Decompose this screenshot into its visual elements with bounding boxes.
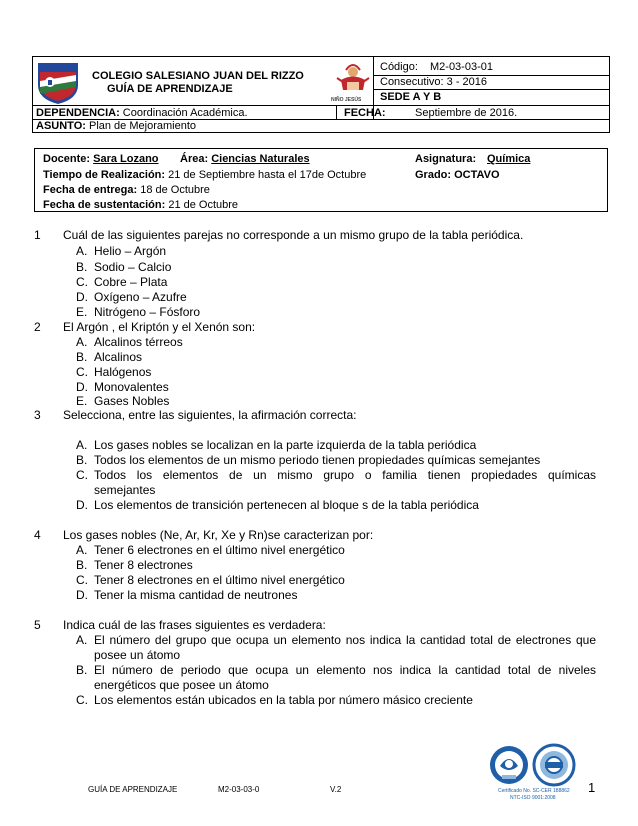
option-letter: E.	[76, 305, 88, 319]
iso-certification-seal-icon	[488, 744, 530, 786]
question-number: 3	[34, 408, 41, 422]
option-text: Monovalentes	[94, 380, 169, 394]
fecha-label: FECHA:	[344, 107, 386, 119]
option-letter: A.	[76, 543, 88, 557]
option-text: Sodio – Calcio	[94, 260, 172, 274]
grado-label: Grado:	[415, 169, 452, 181]
option-text-continued: semejantes	[94, 483, 156, 497]
docente-label: Docente:	[43, 153, 91, 165]
cert-number: Certificado No. SC-CER 188862	[498, 788, 570, 794]
option-text: Nitrógeno – Fósforo	[94, 305, 201, 319]
option-letter: C.	[76, 468, 88, 482]
dependencia-value: Coordinación Académica.	[122, 107, 248, 119]
question-text: Selecciona, entre las siguientes, la afirmación correcta:	[63, 408, 357, 422]
option-text: Cobre – Plata	[94, 275, 168, 289]
option-letter: A.	[76, 438, 88, 452]
dependencia-label: DEPENDENCIA:	[36, 107, 120, 119]
option-letter: D.	[76, 290, 88, 304]
option-text: Tener 8 electrones en el último nivel energético	[94, 573, 345, 587]
option-letter: C.	[76, 275, 88, 289]
docente-row	[43, 153, 159, 166]
footer-code: M2-03-03-0	[218, 785, 260, 794]
question-text: Cuál de las siguientes parejas no corresponde a un mismo grupo de la tabla periódica.	[63, 228, 524, 242]
question-number: 5	[34, 618, 41, 632]
grado-value: OCTAVO	[454, 169, 500, 181]
guide-title: GUÍA DE APRENDIZAJE	[107, 83, 233, 95]
nino-jesus-text: NIÑO JESÚS	[331, 97, 362, 103]
divider	[33, 105, 610, 106]
option-letter: D.	[76, 380, 88, 394]
sede: SEDE A Y B	[380, 91, 442, 103]
consecutivo: Consecutivo: 3 - 2016	[380, 76, 488, 88]
asunto-value: Plan de Mejoramiento	[88, 120, 196, 132]
option-text: Gases Nobles	[94, 394, 170, 408]
option-letter: B.	[76, 453, 88, 467]
option-letter: C.	[76, 573, 88, 587]
question-text: Los gases nobles (Ne, Ar, Kr, Xe y Rn)se caracterizan por:	[63, 528, 374, 542]
question-text: Indica cuál de las frases siguientes es verdadera:	[63, 618, 326, 632]
codigo-value: M2-03-03-01	[430, 61, 493, 73]
page-number: 1	[588, 780, 596, 795]
cert-standard: NTC-ISO 9001:2008	[510, 795, 556, 801]
option-letter: A.	[76, 633, 88, 647]
asignatura-value: Química	[487, 153, 531, 165]
option-text: Alcalinos térreos	[94, 335, 183, 349]
tiempo-value: 21 de Septiembre hasta el 17de Octubre	[168, 169, 367, 181]
option-letter: A.	[76, 244, 88, 258]
sustentacion-value: 21 de Octubre	[168, 199, 239, 211]
entrega-row	[43, 184, 210, 197]
asunto-row	[36, 120, 196, 133]
option-text: El número del grupo que ocupa un elemento nos indica la cantidad total de electrones que	[94, 633, 596, 647]
option-text: El número de periodo que ocupa un elemento nos indica la cantidad total de niveles	[94, 663, 596, 677]
option-letter: A.	[76, 335, 88, 349]
school-shield-logo	[36, 61, 80, 105]
option-text: Los elementos están ubicados en la tabla por número másico creciente	[94, 693, 473, 707]
option-letter: D.	[76, 588, 88, 602]
option-text: Helio – Argón	[94, 244, 167, 258]
option-text: Tener la misma cantidad de neutrones	[94, 588, 298, 602]
option-text-continued: energéticos que posee un átomo	[94, 678, 269, 692]
dependencia-row	[36, 107, 248, 120]
sustentacion-row	[43, 199, 238, 212]
tiempo-label: Tiempo de Realización:	[43, 169, 166, 181]
option-letter: C.	[76, 365, 88, 379]
option-text: Tener 6 electrones en el último nivel energético	[94, 543, 345, 557]
footer-guide: GUÍA DE APRENDIZAJE	[88, 785, 178, 794]
question-number: 4	[34, 528, 41, 542]
option-letter: B.	[76, 663, 88, 677]
option-text: Alcalinos	[94, 350, 143, 364]
option-letter: B.	[76, 350, 88, 364]
entrega-label: Fecha de entrega:	[43, 184, 138, 196]
grado-row	[415, 169, 500, 182]
footer-version: V.2	[330, 785, 342, 794]
option-letter: B.	[76, 558, 88, 572]
option-text: Todos los elementos de un mismo periodo tienen propiedades químicas semejantes	[94, 453, 541, 467]
question-number: 1	[34, 228, 41, 242]
option-letter: C.	[76, 693, 88, 707]
asignatura-label: Asignatura:	[415, 153, 477, 165]
area-value: Ciencias Naturales	[211, 153, 310, 165]
option-letter: D.	[76, 498, 88, 512]
option-text: Halógenos	[94, 365, 152, 379]
divider	[336, 105, 337, 119]
option-text: Todos los elementos de un mismo grupo o familia tienen propiedades químicas	[94, 468, 596, 482]
option-text: Los gases nobles se localizan en la parte izquierda de la tabla periódica	[94, 438, 477, 452]
option-text-continued: posee un átomo	[94, 648, 181, 662]
option-letter: E.	[76, 394, 88, 408]
sustentacion-label: Fecha de sustentación:	[43, 199, 166, 211]
docente-value: Sara Lozano	[93, 153, 159, 165]
school-name: COLEGIO SALESIANO JUAN DEL RIZZO	[92, 70, 304, 82]
codigo-label: Código:	[380, 61, 418, 73]
question-number: 2	[34, 320, 41, 334]
asunto-label: ASUNTO:	[36, 120, 86, 132]
area-row	[180, 153, 310, 166]
option-text: Tener 8 electrones	[94, 558, 193, 572]
area-label: Área:	[180, 153, 209, 165]
fecha-value: Septiembre de 2016.	[415, 107, 518, 119]
question-text: El Argón , el Kriptón y el Xenón son:	[63, 320, 256, 334]
entrega-value: 18 de Octubre	[140, 184, 210, 196]
iqnet-seal-icon	[532, 743, 576, 787]
divider	[373, 89, 610, 90]
option-text: Oxígeno – Azufre	[94, 290, 187, 304]
option-text: Los elementos de transición pertenecen al bloque s de la tabla periódica	[94, 498, 479, 512]
option-letter: B.	[76, 260, 88, 274]
tiempo-row	[43, 169, 366, 182]
